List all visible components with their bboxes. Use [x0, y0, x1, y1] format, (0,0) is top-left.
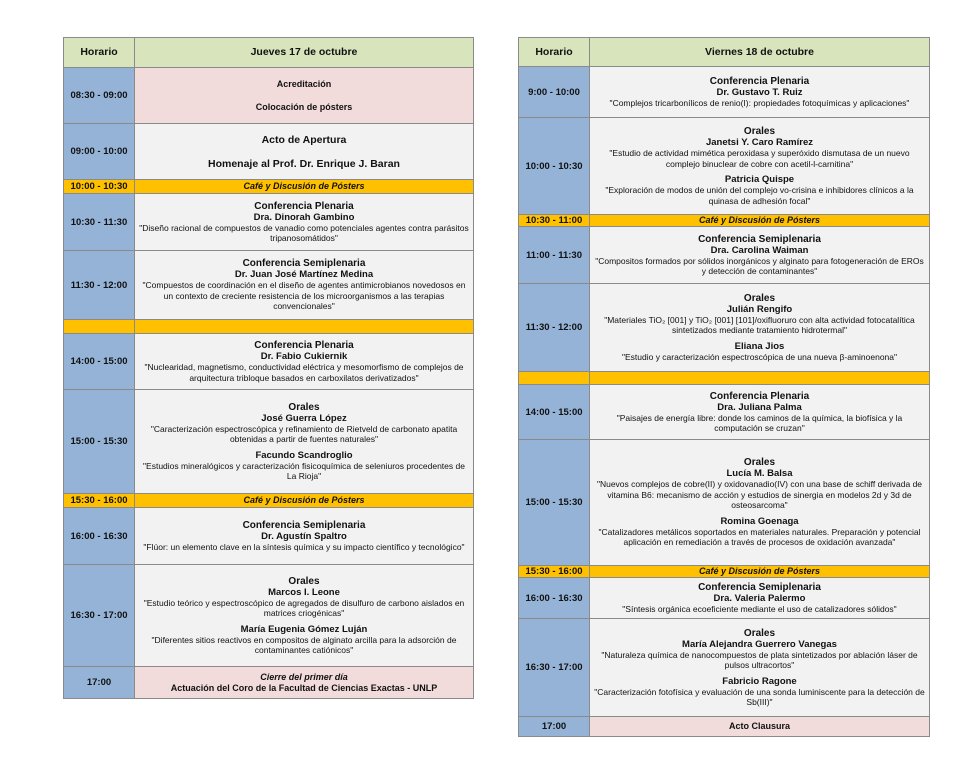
friday-schedule-table	[518, 37, 930, 737]
session-type: Conferencia Plenaria	[254, 340, 354, 351]
talk-title: "Flúor: un elemento clave en la síntesis química y su impacto científico y tecnológico"	[143, 541, 465, 552]
time-cell: 10:00 - 10:30	[519, 118, 590, 215]
event-cell	[590, 717, 930, 737]
break-label: Café y Discusión de Pósters	[590, 566, 930, 578]
speaker-name: Dr. Fabio Cukiernik	[260, 351, 348, 362]
table-row	[64, 508, 474, 565]
table-row	[64, 251, 474, 320]
event-cell	[135, 334, 474, 390]
talk-title: "Estudio de actividad mimética peroxidasa y superóxido dismutasa de un nuevo complejo binuclear de cobre con acetil-l-carnitina"	[609, 148, 910, 169]
speaker-name: Dr. Gustavo T. Ruiz	[716, 86, 803, 98]
event-line: Cierre del primer día	[260, 671, 348, 682]
talk-title: "Caracterización espectroscópica y refinamiento de Rietveld de carbonato apatita obtenidas a partir de fuentes naturales"	[150, 423, 458, 444]
event-cell	[135, 390, 474, 494]
talk-title: "Materiales TiO₂ [001] y TiO₂ [001] [101]/oxifluoruro con alta actividad fotocatalítica sintetizados mediante tratamiento hidrotermal"	[604, 314, 915, 336]
lunch-break-row	[519, 372, 930, 385]
empty-cell	[519, 372, 590, 385]
event-cell	[135, 508, 474, 565]
talk-title: "Compositos formados por sólidos inorgánicos y alginato para fotogeneración de EROs y detección de contaminantes"	[595, 255, 924, 276]
event-cell	[135, 194, 474, 251]
table-row	[519, 227, 930, 284]
speaker-name: Facundo Scandroglio	[255, 449, 353, 461]
time-cell: 16:00 - 16:30	[64, 508, 135, 565]
time-cell: 11:30 - 12:00	[64, 251, 135, 320]
event-cell	[135, 124, 474, 180]
time-cell: 10:00 - 10:30	[64, 180, 135, 194]
empty-cell	[64, 320, 135, 334]
table-row	[64, 667, 474, 699]
speaker-name: Lucía M. Balsa	[726, 468, 793, 480]
talk-title: "Naturaleza química de nanocompuestos de plata sintetizados por ablación láser de pulsos ultracortos"	[601, 649, 918, 670]
session-type: Orales	[743, 457, 776, 469]
table-row	[519, 284, 930, 372]
session-type: Orales	[288, 575, 320, 587]
time-cell: 14:00 - 15:00	[64, 334, 135, 390]
break-row	[64, 180, 474, 194]
empty-cell	[590, 372, 930, 385]
event-cell	[590, 67, 930, 118]
time-cell: 17:00	[64, 667, 135, 699]
table-row	[519, 440, 930, 566]
event-line: Acto de Apertura	[261, 133, 347, 146]
speaker-name: Fabricio Ragone	[722, 675, 797, 687]
break-label: Café y Discusión de Pósters	[135, 494, 474, 508]
talk-title: "Estudios mineralógicos y caracterización fisicoquímica de seleniuros procedentes de La Rioja"	[143, 460, 465, 481]
session-type: Orales	[288, 401, 320, 413]
lunch-break-row	[64, 320, 474, 334]
break-row	[64, 494, 474, 508]
event-line: Acreditación	[276, 78, 332, 89]
session-type: Orales	[743, 126, 776, 137]
table-row	[64, 68, 474, 124]
table-row	[519, 578, 930, 619]
session-type: Conferencia Plenaria	[254, 200, 354, 212]
session-type: Conferencia Semiplenaria	[242, 519, 366, 531]
time-cell: 16:00 - 16:30	[519, 578, 590, 619]
time-cell: 15:30 - 16:00	[64, 494, 135, 508]
time-cell: 10:30 - 11:00	[519, 215, 590, 227]
session-type: Conferencia Semiplenaria	[242, 258, 366, 270]
event-cell	[590, 440, 930, 566]
speaker-name: María Alejandra Guerrero Vanegas	[682, 638, 837, 650]
talk-title: "Síntesis orgánica ecoeficiente mediante el uso de catalizadores sólidos"	[622, 603, 897, 614]
break-row	[519, 566, 930, 578]
talk-title: "Estudio teórico y espectroscópico de agregados de disulfuro de carbono aislados en matrices criogénicas"	[143, 597, 465, 618]
time-cell: 15:00 - 15:30	[64, 390, 135, 494]
table-row	[519, 67, 930, 118]
time-cell: 16:30 - 17:00	[519, 619, 590, 717]
time-column-header: Horario	[64, 38, 135, 68]
table-row	[519, 118, 930, 215]
header-row	[64, 38, 474, 68]
time-cell: 11:30 - 12:00	[519, 284, 590, 372]
break-label: Café y Discusión de Pósters	[590, 215, 930, 227]
speaker-name: Janetsi Y. Caro Ramírez	[705, 137, 813, 148]
break-label: Café y Discusión de Pósters	[135, 180, 474, 194]
time-column-header: Horario	[519, 38, 590, 67]
talk-title: "Diseño racional de compuestos de vanadio como potenciales agentes contra parásitos tripanosomátidos"	[139, 222, 469, 243]
event-line: Acto Clausura	[728, 721, 790, 731]
table-row	[519, 385, 930, 440]
table-row	[519, 619, 930, 717]
time-cell: 09:00 - 10:00	[64, 124, 135, 180]
speaker-name: Eliana Jios	[734, 340, 785, 352]
table-row	[519, 717, 930, 737]
time-cell: 9:00 - 10:00	[519, 67, 590, 118]
talk-title: "Estudio y caracterización espectroscópica de una nueva β-aminoenona"	[621, 351, 898, 362]
speaker-name: Dra. Juliana Palma	[717, 401, 802, 413]
session-type: Orales	[743, 292, 776, 304]
speaker-name: Dr. Agustín Spaltro	[261, 530, 347, 542]
time-cell: 15:30 - 16:00	[519, 566, 590, 578]
talk-title: "Nuevos complejos de cobre(II) y oxidovanadio(IV) con una base de schiff derivada de vitamina B6: mecanismo de acción y estudios de sinergia en modelos 2d y 3d de osteosarcoma"	[596, 479, 923, 511]
speaker-name: Dra. Carolina Waiman	[710, 244, 809, 256]
day-column-header: Jueves 17 de octubre	[135, 38, 474, 68]
empty-cell	[135, 320, 474, 334]
event-line: Colocación de pósters	[255, 101, 353, 112]
talk-title: "Exploración de modos de unión del complejo vo-crisina e inhibidores clínicos a la quinasa de adhesión focal"	[605, 185, 914, 206]
speaker-name: Dra. Dinorah Gambino	[253, 211, 355, 223]
speaker-name: Julián Rengifo	[726, 303, 793, 315]
table-row	[64, 565, 474, 667]
time-cell: 10:30 - 11:30	[64, 194, 135, 251]
speaker-name: José Guerra López	[261, 412, 347, 424]
speaker-name: Dr. Juan José Martínez Medina	[234, 269, 374, 281]
talk-title: "Catalizadores metálicos soportados en materiales naturales. Preparación y potencial aplicación en remediación a través de procesos de oxidación avanzada"	[598, 526, 921, 548]
event-cell	[135, 667, 474, 699]
event-cell	[590, 227, 930, 284]
speaker-name: Dra. Valeria Palermo	[713, 592, 806, 604]
talk-title: "Nuclearidad, magnetismo, conductividad eléctrica y mesomorfismo de complejos de arquitectura tribloque basados en carboxilatos derivatizados"	[144, 362, 464, 383]
speaker-name: Marcos I. Leone	[268, 586, 340, 598]
talk-title: "Complejos tricarbonílicos de renio(I): propiedades fotoquímicas y aplicaciones"	[609, 97, 910, 108]
speaker-name: Patricia Quispe	[724, 174, 795, 185]
event-cell	[590, 619, 930, 717]
event-cell	[135, 251, 474, 320]
event-cell	[135, 565, 474, 667]
session-type: Conferencia Plenaria	[709, 390, 810, 402]
talk-title: "Compuestos de coordinación en el diseño de agentes antimicrobianos novedosos en un contexto de creciente resistencia de los microorganismos a las terapias convencionales"	[142, 280, 466, 312]
time-cell: 15:00 - 15:30	[519, 440, 590, 566]
time-cell: 17:00	[519, 717, 590, 737]
table-row	[64, 194, 474, 251]
table-row	[64, 390, 474, 494]
session-type: Conferencia Semiplenaria	[698, 233, 821, 245]
talk-title: "Diferentes sitios reactivos en compositos de alginato arcilla para la adsorción de contaminantes catiónicos"	[151, 634, 457, 655]
speaker-name: María Eugenia Gómez Luján	[240, 623, 368, 635]
event-cell	[590, 385, 930, 440]
time-cell: 08:30 - 09:00	[64, 68, 135, 124]
event-cell	[590, 118, 930, 215]
talk-title: "Paisajes de energía libre: donde los caminos de la química, la biofísica y la computación se cruzan"	[616, 412, 903, 433]
event-cell	[590, 284, 930, 372]
time-cell: 16:30 - 17:00	[64, 565, 135, 667]
table-row	[64, 334, 474, 390]
session-type: Conferencia Semiplenaria	[698, 581, 821, 593]
header-row	[519, 38, 930, 67]
session-type: Conferencia Plenaria	[709, 75, 810, 87]
event-cell	[135, 68, 474, 124]
talk-title: "Caracterización fotofísica y evaluación de una sonda luminiscente para la detección de Sb(III)"	[594, 686, 925, 707]
break-row	[519, 215, 930, 227]
time-cell: 14:00 - 15:00	[519, 385, 590, 440]
table-row	[64, 124, 474, 180]
event-cell	[590, 578, 930, 619]
day-column-header: Viernes 18 de octubre	[590, 38, 930, 67]
thursday-schedule-table	[63, 37, 474, 699]
event-line: Actuación del Coro de la Facultad de Ciencias Exactas - UNLP	[170, 682, 438, 693]
event-line: Homenaje al Prof. Dr. Enrique J. Baran	[208, 157, 400, 170]
session-type: Orales	[743, 627, 776, 639]
speaker-name: Romina Goenaga	[720, 515, 799, 527]
time-cell: 11:00 - 11:30	[519, 227, 590, 284]
